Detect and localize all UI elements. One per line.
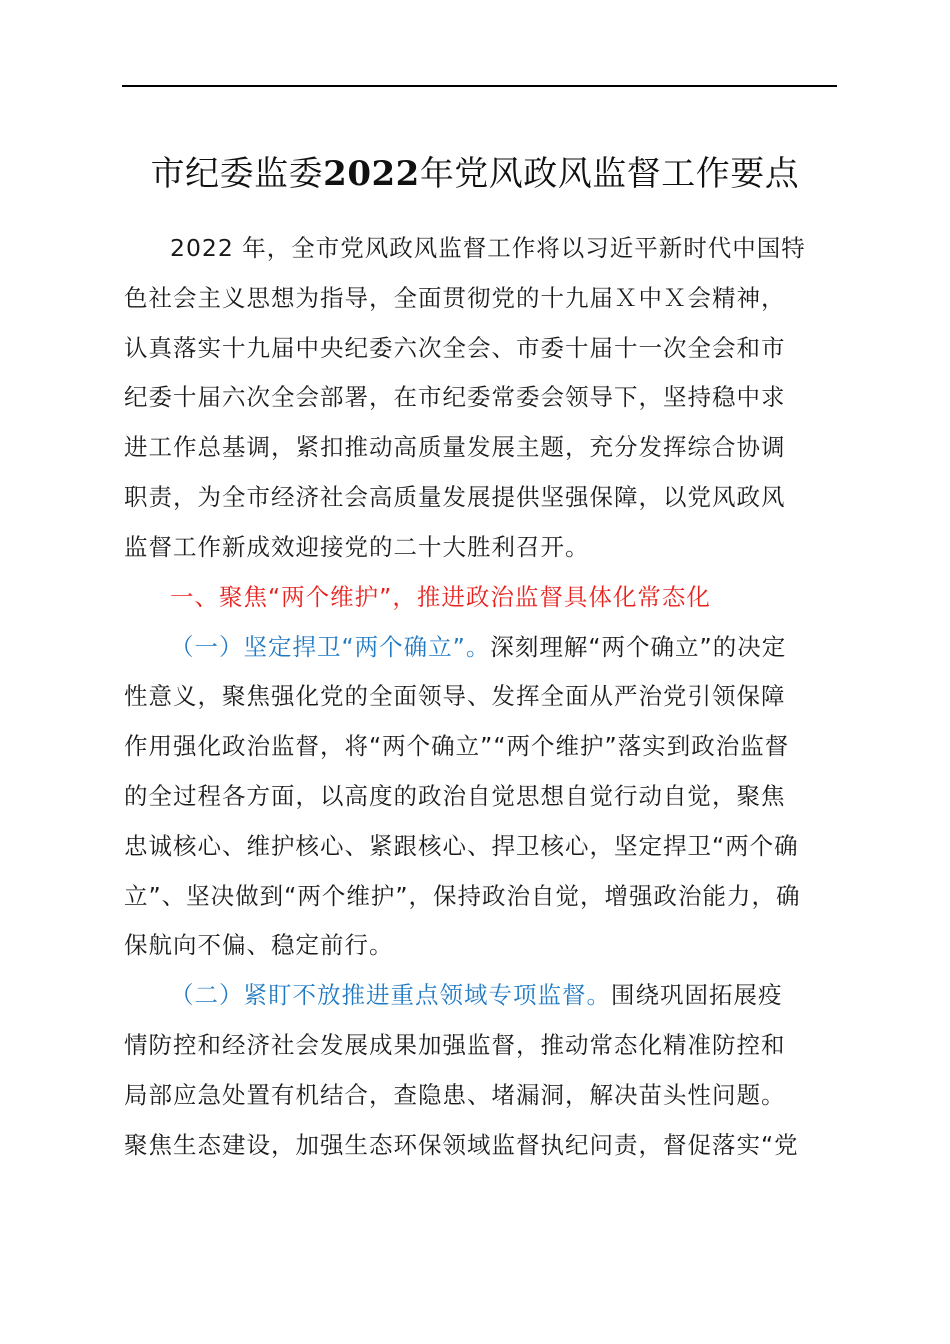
item1-line-7: 保航向不偏、稳定前行。 bbox=[124, 931, 394, 959]
title-year: 2022 bbox=[323, 154, 420, 194]
item1-first-line-text: 深刻理解“两个确立”的决定 bbox=[490, 633, 787, 661]
item1-line-4: 的全过程各方面，以高度的政治自觉思想自觉行动自觉，聚焦 bbox=[124, 782, 786, 810]
intro-line-1: 2022 年，全市党风政风监督工作将以习近平新时代中国特 bbox=[170, 234, 806, 262]
item2-first-line-text: 围绕巩固拓展疫 bbox=[611, 981, 783, 1009]
header-rule bbox=[122, 85, 837, 87]
intro-line-5: 进工作总基调，紧扣推动高质量发展主题，充分发挥综合协调 bbox=[124, 433, 786, 461]
intro-line-3: 认真落实十九届中央纪委六次全会、市委十届十一次全会和市 bbox=[124, 334, 786, 362]
item1-line-5: 忠诚核心、维护核心、紧跟核心、捍卫核心，坚定捍卫“两个确 bbox=[124, 832, 799, 860]
item1-line-3: 作用强化政治监督，将“两个确立”“两个维护”落实到政治监督 bbox=[124, 732, 790, 760]
section-heading-1: 一、聚焦“两个维护”，推进政治监督具体化常态化 bbox=[170, 583, 711, 611]
intro-line-6: 职责，为全市经济社会高质量发展提供坚强保障，以党风政风 bbox=[124, 483, 786, 511]
item2-line-4: 聚焦生态建设，加强生态环保领域监督执纪问责，督促落实“党 bbox=[124, 1131, 799, 1159]
intro-line-4: 纪委十届六次全会部署，在市纪委常委会领导下，坚持稳中求 bbox=[124, 383, 786, 411]
document-title bbox=[0, 147, 950, 201]
intro-line-2: 色社会主义思想为指导，全面贯彻党的十九届Ｘ中Ｘ会精神， bbox=[124, 284, 786, 312]
item1-line-2: 性意义，聚焦强化党的全面领导、发挥全面从严治党引领保障 bbox=[124, 682, 786, 710]
item2-first-line bbox=[170, 973, 783, 1017]
title-suffix: 年党风政风监督工作要点 bbox=[419, 154, 800, 194]
item1-line-6: 立”、坚决做到“两个维护”，保持政治自觉，增强政治能力，确 bbox=[124, 882, 801, 910]
item2-heading: （二）紧盯不放推进重点领域专项监督。 bbox=[170, 981, 611, 1009]
item1-heading: （一）坚定捍卫“两个确立”。 bbox=[170, 633, 491, 661]
title-prefix: 市纪委监委 bbox=[150, 154, 324, 194]
item1-first-line bbox=[170, 625, 786, 669]
intro-line-7: 监督工作新成效迎接党的二十大胜利召开。 bbox=[124, 533, 590, 561]
item2-line-2: 情防控和经济社会发展成果加强监督，推动常态化精准防控和 bbox=[124, 1031, 786, 1059]
item2-line-3: 局部应急处置有机结合，查隐患、堵漏洞，解决苗头性问题。 bbox=[124, 1081, 786, 1109]
